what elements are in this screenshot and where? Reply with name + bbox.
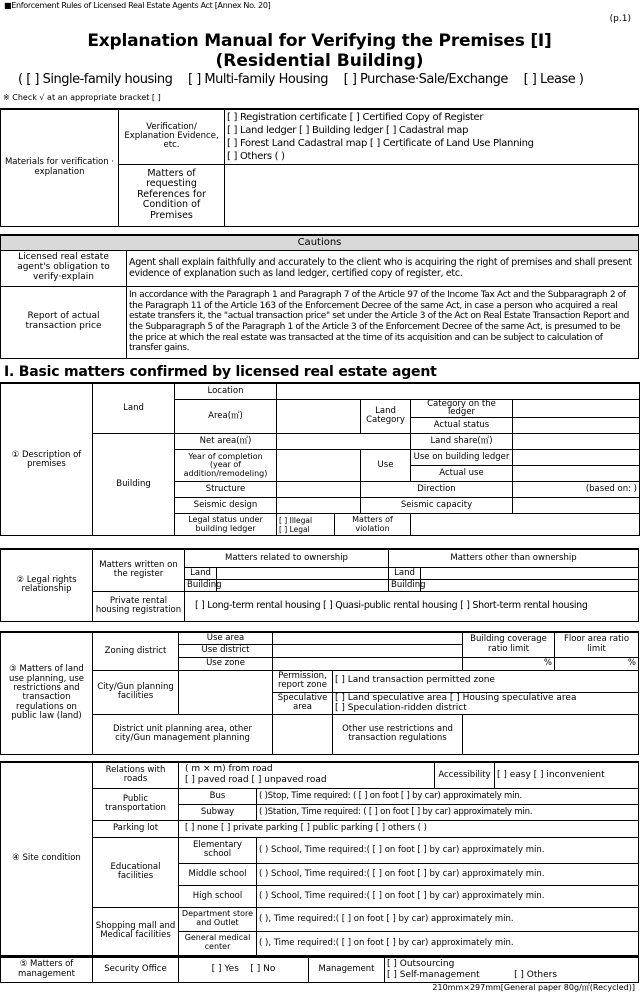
structure-value[interactable]: [277, 482, 361, 498]
legal-status-options[interactable]: [ ] Illegal [ ] Legal: [277, 514, 335, 536]
land-share-label: Land share(㎡): [411, 434, 513, 450]
accessibility-label: Accessibility: [435, 762, 495, 788]
other-use-label: Other use restrictions and transaction regulations: [333, 714, 463, 754]
management-type-label: Management: [309, 957, 385, 982]
bus-value[interactable]: ( )Stop, Time required: ( [ ] on foot [ ] by car) approximately min.: [257, 788, 639, 804]
management-table: [0, 956, 639, 983]
materials-table: [0, 108, 639, 227]
district-unit-value[interactable]: [273, 714, 333, 754]
shopping-label: Shopping mall and Medical facilities: [93, 907, 179, 955]
rights-land-label: Land: [185, 567, 217, 579]
actual-status-value[interactable]: [513, 418, 640, 434]
actual-status-label: Actual status: [411, 418, 513, 434]
other-use-value[interactable]: [463, 714, 639, 754]
paper-spec: 210mm×297mm[General paper 80g/㎡(Recycled)]: [432, 983, 635, 992]
private-rental-label: Private rental housing registration: [93, 591, 185, 621]
use-zone-label: Use zone: [179, 657, 273, 670]
net-area-value[interactable]: [277, 434, 411, 450]
seismic-design-value[interactable]: [277, 498, 361, 514]
actual-use-label: Actual use: [411, 466, 513, 482]
transaction-type-options: [18, 72, 595, 87]
other-ownership-header: Matters other than ownership: [389, 549, 639, 567]
ownership-land-value[interactable]: [217, 567, 389, 579]
parking-value[interactable]: [ ] none [ ] private parking [ ] public parking [ ] others ( ): [179, 820, 639, 837]
security-label: Security Office: [93, 957, 179, 982]
use-zone-value[interactable]: [273, 657, 463, 670]
area-label: Area(㎡): [175, 399, 277, 434]
elementary-value[interactable]: ( ) School, Time required:( [ ] on foot [ ] by car) approximately min.: [257, 837, 639, 863]
land-share-value[interactable]: [513, 434, 640, 450]
zoning-label: Zoning district: [93, 632, 179, 670]
roads-value[interactable]: ( m × m) from road [ ] paved road [ ] unpaved road: [179, 762, 435, 788]
land-label: Land: [93, 383, 175, 434]
bus-label: Bus: [179, 788, 257, 804]
page-subtitle: (Residential Building): [215, 51, 424, 71]
page-number: (p.1): [609, 14, 631, 24]
violation-label: Matters of violation: [335, 514, 411, 536]
register-label: Matters written on the register: [93, 549, 185, 591]
direction-label: Direction: [361, 482, 513, 498]
type-multi-family[interactable]: [ ] Multi-family Housing: [187, 72, 328, 87]
public-transport-label: Public transportation: [93, 788, 179, 820]
use-ledger-label: Use on building ledger: [411, 450, 513, 466]
seismic-capacity-value[interactable]: [513, 498, 640, 514]
obligation-text: Agent shall explain faithfully and accurately to the client who is acquiring the right of premises and shall present evidence of explanation such as land ledger, certified copy of register, etc.: [127, 250, 639, 286]
cautions-table: [0, 234, 639, 359]
security-options[interactable]: [ ] Yes [ ] No: [179, 957, 309, 982]
landuse-table: [0, 631, 639, 755]
educational-label: Educational facilities: [93, 837, 179, 907]
permission-label: Permission, report zone: [273, 670, 333, 692]
speculative-label: Speculative area: [273, 692, 333, 714]
dept-store-value[interactable]: ( ), Time required:( [ ] on foot [ ] by car) approximately min.: [257, 907, 639, 931]
permission-value[interactable]: [ ] Land transaction permitted zone: [333, 670, 639, 692]
subway-value[interactable]: ( )Station, Time required: ( [ ] on foot [ ] by car) approximately min.: [257, 804, 639, 820]
accessibility-value[interactable]: [ ] easy [ ] inconvenient: [495, 762, 639, 788]
materials-label: Materials for verification · explanation: [1, 109, 119, 226]
roads-label: Relations with roads: [93, 762, 179, 788]
elementary-label: Elementary school: [179, 837, 257, 863]
rights-building-label-2: Building: [389, 579, 421, 591]
management-label: ⑤ Matters of management: [1, 957, 93, 982]
other-land-value[interactable]: [421, 567, 639, 579]
page-title: Explanation Manual for Verifying the Premises [I]: [87, 31, 552, 51]
evidence-label: Verification/ Explanation Evidence, etc.: [119, 109, 225, 164]
medical-value[interactable]: ( ), Time required:( [ ] on foot [ ] by car) approximately min.: [257, 931, 639, 955]
use-district-value[interactable]: [273, 644, 463, 657]
location-value[interactable]: [277, 383, 640, 399]
medical-label: General medical center: [179, 931, 257, 955]
area-value[interactable]: [277, 399, 361, 434]
section1-title: Ⅰ. Basic matters confirmed by licensed real estate agent: [4, 364, 437, 380]
category-ledger-value[interactable]: [513, 399, 640, 418]
seismic-design-label: Seismic design: [175, 498, 277, 514]
management-options[interactable]: [ ] Outsourcing [ ] Self-management [ ] Others: [385, 957, 639, 982]
floor-ratio-value[interactable]: %: [555, 657, 639, 670]
building-label: Building: [93, 434, 175, 536]
land-category-label: Land Category: [361, 399, 411, 434]
premises-label: ① Description of premises: [1, 383, 93, 536]
evidence-options[interactable]: [ ] Registration certificate [ ] Certified Copy of Register [ ] Land ledger [ ] Building ledger [ ] Cadastral map [ ] Forest Land Cadastral map [ ] Certificate of Land Use Planning [ ] Others ( ): [225, 109, 639, 164]
structure-label: Structure: [175, 482, 277, 498]
district-unit-label: District unit planning area, other city/Gun management planning: [93, 714, 273, 754]
use-district-label: Use district: [179, 644, 273, 657]
middle-label: Middle school: [179, 863, 257, 885]
parking-label: Parking lot: [93, 820, 179, 837]
direction-based-on[interactable]: (based on: ): [513, 482, 640, 498]
ownership-building-value[interactable]: [217, 579, 389, 591]
city-gun-label: City/Gun planning facilities: [93, 670, 179, 714]
type-purchase-sale[interactable]: [ ] Purchase·Sale/Exchange: [343, 72, 508, 87]
rental-options[interactable]: [ ] Long-term rental housing [ ] Quasi-public rental housing [ ] Short-term rental housing: [185, 591, 639, 621]
high-label: High school: [179, 885, 257, 907]
rights-label: ② Legal rights relationship: [1, 549, 93, 621]
seismic-capacity-label: Seismic capacity: [361, 498, 513, 514]
cautions-header: Cautions: [1, 235, 639, 250]
form-reference: ■Enforcement Rules of Licensed Real Estate Agents Act [Annex No. 20]: [4, 1, 271, 10]
report-text: In accordance with the Paragraph 1 and Paragraph 7 of the Article 97 of the Income Tax Act and the Subparagraph 2 of the Paragraph 11 of the Article 163 of the Enforcement Decree of the same Act, in case a person who acquired a real estate transfers it, the "actual transaction price" set under the Article 3 of the Act on Real Estate Transaction Report and the Subparagraph 5 of the Paragraph 1 of the Article 3 of the Enforcement Decree of the same Act, is presumed to be the price at which the real estate was transacted at the time of its acquisition and can be subject to calculation of transfer gains.: [127, 286, 639, 358]
high-value[interactable]: ( ) School, Time required:( [ ] on foot [ ] by car) approximately min.: [257, 885, 639, 907]
type-lease[interactable]: [ ] Lease ): [523, 72, 584, 87]
coverage-label: Building coverage ratio limit: [463, 632, 555, 657]
rights-building-label: Building: [185, 579, 217, 591]
requesting-label: Matters of requesting References for Condition of Premises: [119, 164, 225, 226]
site-table: [0, 761, 639, 956]
type-single-family[interactable]: ( [ ] Single-family housing: [18, 72, 173, 87]
actual-use-value[interactable]: [513, 466, 640, 482]
floor-ratio-label: Floor area ratio limit: [555, 632, 639, 657]
violation-value[interactable]: [411, 514, 640, 536]
location-label: Location: [175, 383, 277, 399]
year-completion-value[interactable]: [277, 450, 361, 482]
category-ledger-label: Category on the ledger: [411, 399, 513, 418]
use-area-label: Use area: [179, 632, 273, 644]
use-area-value[interactable]: [273, 632, 463, 644]
middle-value[interactable]: ( ) School, Time required:( [ ] on foot [ ] by car) approximately min.: [257, 863, 639, 885]
year-completion-label: Year of completion (year of addition/remodeling): [175, 450, 277, 482]
subway-label: Subway: [179, 804, 257, 820]
city-gun-value[interactable]: [179, 670, 273, 714]
landuse-label: ③ Matters of land use planning, use restrictions and transaction regulations on public law (land): [1, 632, 93, 754]
check-instruction: ※ Check √ at an appropriate bracket [ ]: [3, 93, 161, 102]
coverage-value[interactable]: %: [463, 657, 555, 670]
obligation-label: Licensed real estate agent's obligation to verify·explain: [1, 250, 127, 286]
report-label: Report of actual transaction price: [1, 286, 127, 358]
net-area-label: Net area(㎡): [175, 434, 277, 450]
ownership-header: Matters related to ownership: [185, 549, 389, 567]
rights-table: [0, 548, 639, 622]
legal-status-label: Legal status under building ledger: [175, 514, 277, 536]
other-building-value[interactable]: [421, 579, 639, 591]
dept-store-label: Department store and Outlet: [179, 907, 257, 931]
requesting-value[interactable]: [225, 164, 639, 226]
premises-table: [0, 382, 640, 536]
site-label: ④ Site condition: [1, 762, 93, 955]
speculative-value[interactable]: [ ] Land speculative area [ ] Housing speculative area [ ] Speculation-ridden district: [333, 692, 639, 714]
use-ledger-value[interactable]: [513, 450, 640, 466]
use-label: Use: [361, 450, 411, 482]
rights-land-label-2: Land: [389, 567, 421, 579]
